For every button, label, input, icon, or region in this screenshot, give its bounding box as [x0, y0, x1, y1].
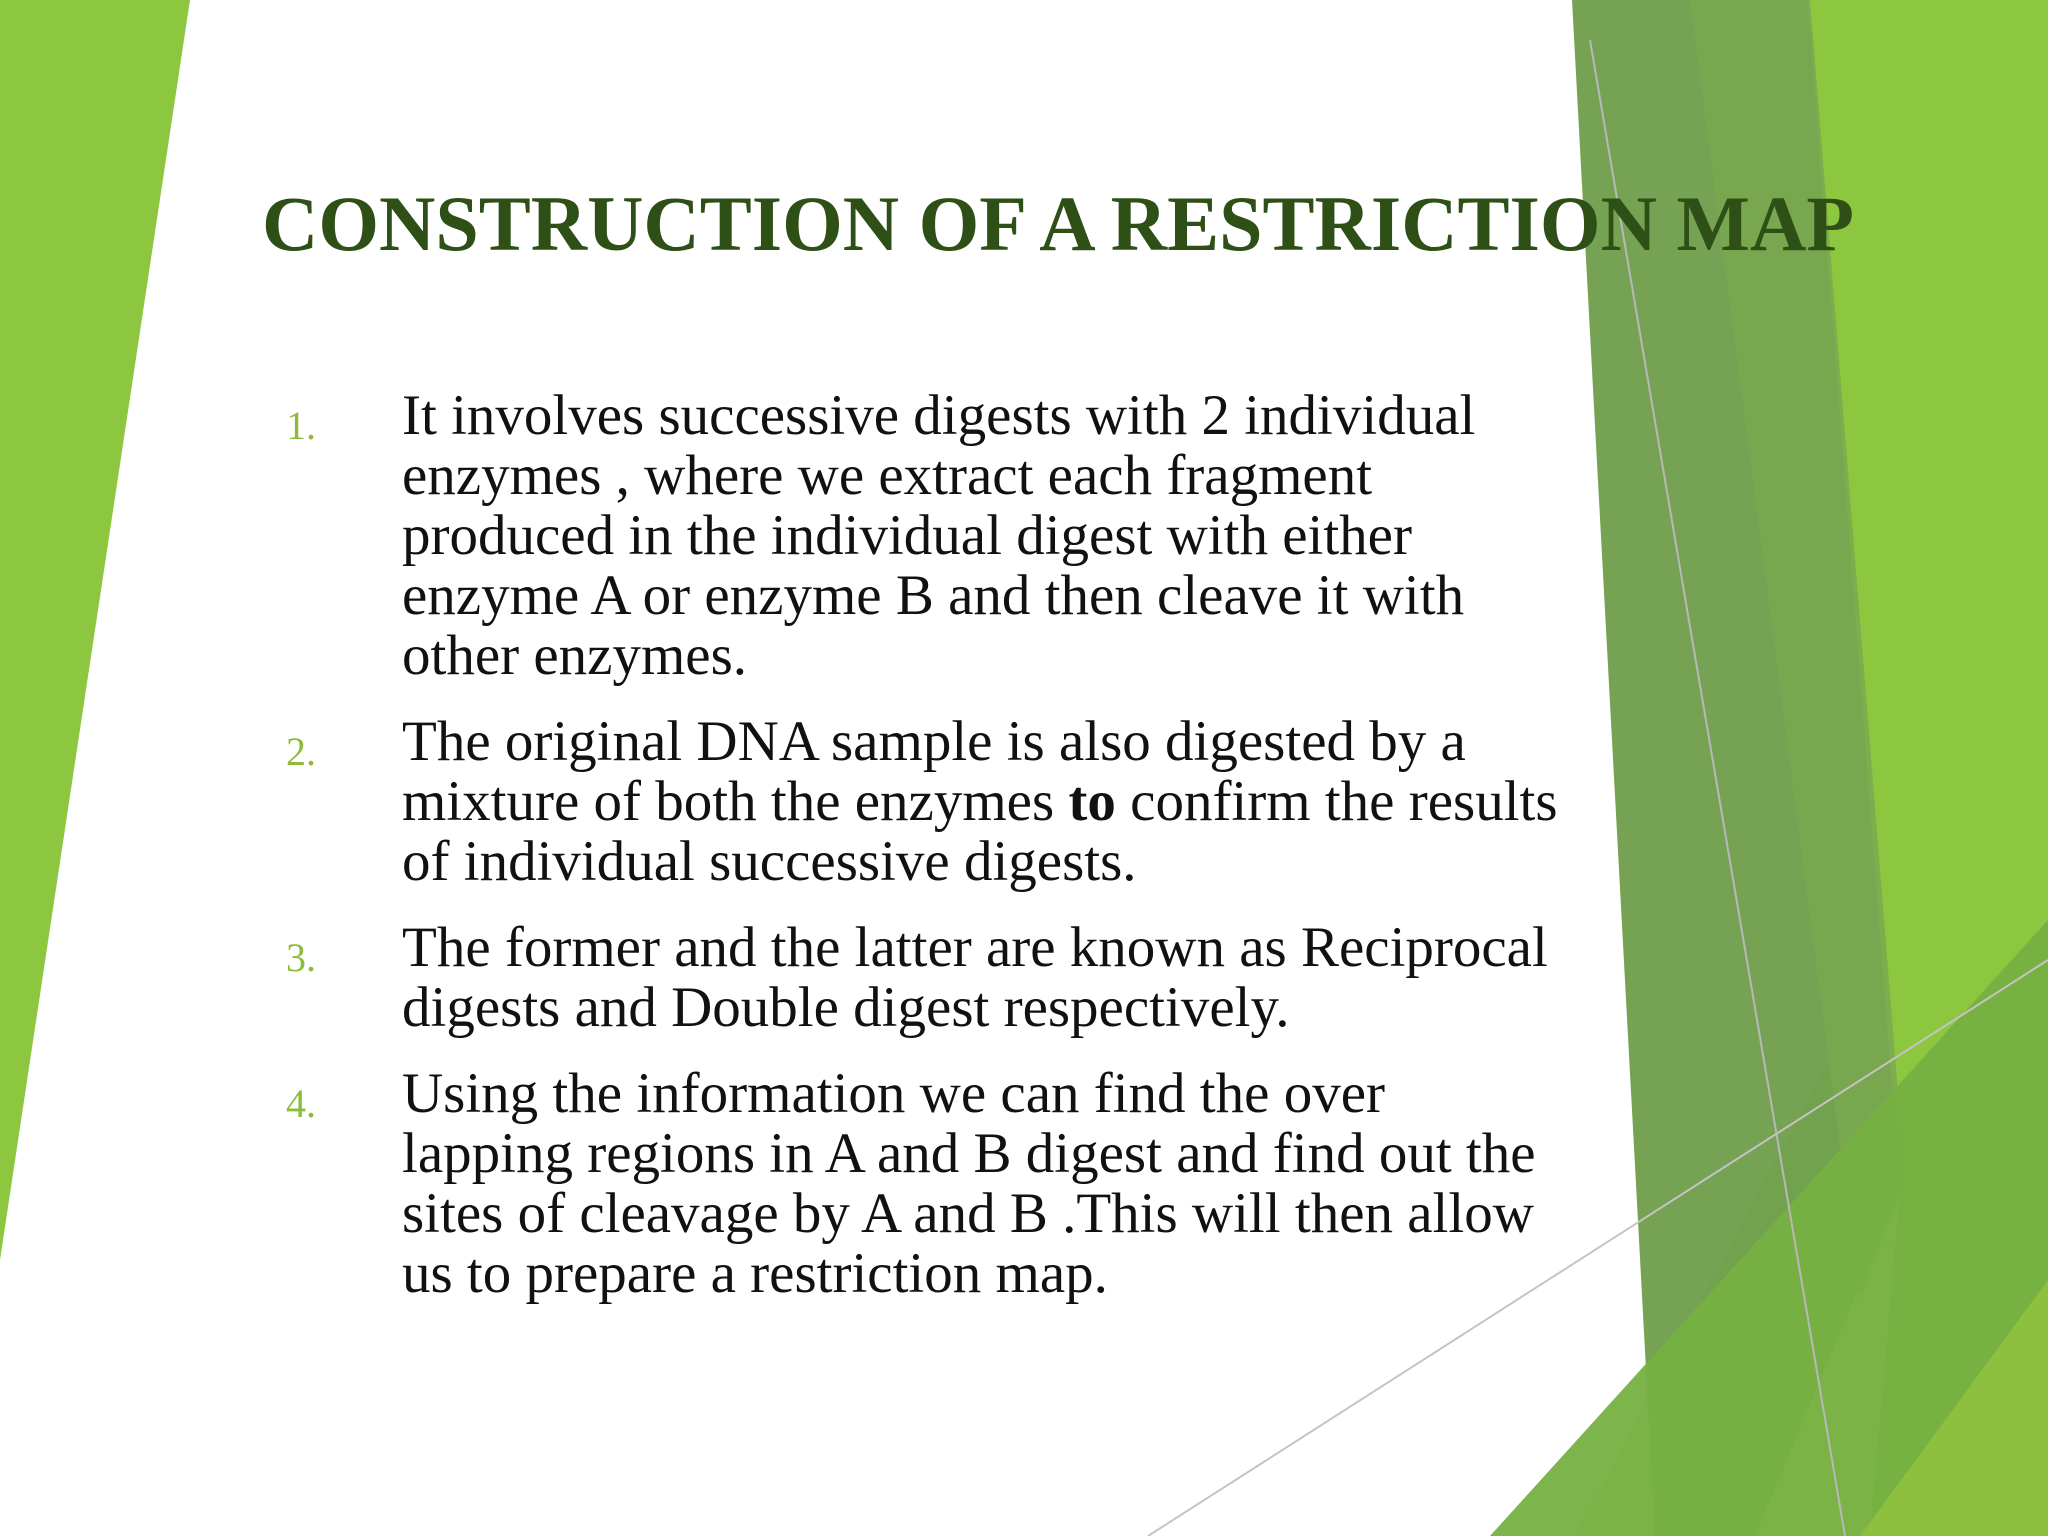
- slide-title: CONSTRUCTION OF A RESTRICTION MAP: [262, 180, 1854, 267]
- list-item: [282, 1064, 1702, 1304]
- item-text: [402, 712, 1702, 892]
- item-text-line: of individual successive digests.: [402, 830, 1137, 893]
- item-text-line: Using the information we can find the over: [402, 1062, 1385, 1125]
- item-text-bold-segment: to: [1068, 770, 1116, 833]
- list-item: [282, 712, 1702, 892]
- item-text-line: The former and the latter are known as Reciprocal: [402, 916, 1548, 979]
- item-number: 3.: [286, 935, 316, 980]
- item-text: [402, 1064, 1702, 1304]
- item-text-line: enzymes , where we extract each fragment: [402, 444, 1373, 507]
- item-text-segment: mixture of both the enzymes: [402, 770, 1069, 833]
- item-number: 2.: [286, 729, 316, 774]
- list-item: [282, 918, 1702, 1038]
- item-text-line: [402, 772, 1702, 832]
- item-text-line: us to prepare a restriction map.: [402, 1242, 1108, 1305]
- item-text: [402, 386, 1702, 686]
- item-text-segment: confirm the results: [1115, 770, 1558, 833]
- item-text-line: sites of cleavage by A and B .This will then allow: [402, 1182, 1534, 1245]
- item-text-line: The original DNA sample is also digested by a: [402, 710, 1466, 773]
- item-text-line: produced in the individual digest with either: [402, 504, 1412, 567]
- item-text-line: enzyme A or enzyme B and then cleave it with: [402, 564, 1465, 627]
- list-item: [282, 386, 1702, 686]
- item-text-line: lapping regions in A and B digest and find out the: [402, 1122, 1536, 1185]
- numbered-list: [282, 386, 1702, 1330]
- item-text-line: digests and Double digest respectively.: [402, 976, 1290, 1039]
- item-text-line: It involves successive digests with 2 individual: [402, 384, 1476, 447]
- item-number: 4.: [286, 1081, 316, 1126]
- item-text-line: other enzymes.: [402, 624, 748, 687]
- item-number: 1.: [286, 403, 316, 448]
- item-text: [402, 918, 1702, 1038]
